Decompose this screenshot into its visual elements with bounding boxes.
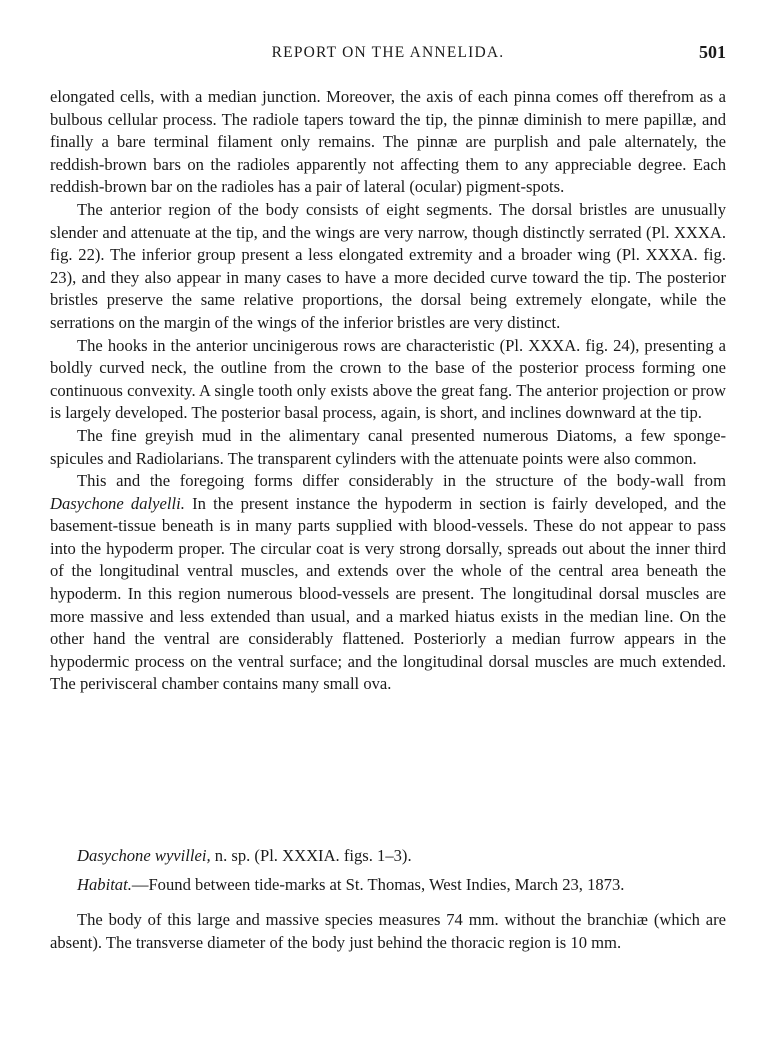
paragraph-continued: elongated cells, with a median junction. Moreover, the axis of each pinna comes off therefrom as a bulbous cellular process. The radiole tapers toward the tip, the pinnæ diminish to mere papillæ, and finally a bare terminal filament only remains. The pinnæ are purplish and pale alternately, the reddish-brown bars on the radioles apparently not affecting them to any appreciable degree. Each reddish-brown bar on the radioles has a pair of lateral (ocular) pigment-spots. [50,87,726,197]
species-title [50,845,726,868]
habitat-text: —Found between tide-marks at St. Thomas, West Indies, March 23, 1873. [131,874,625,894]
paragraph-body-wall [50,470,726,696]
paragraph-anterior-region: The anterior region of the body consists of eight segments. The dorsal bristles are unusually slender and attenuate at the tip, and the wings are very narrow, though distinctly serrated (Pl. XXXA. fig. 22). The inferior group present a less elongated extremity and a broader wing (Pl. XXXA. fig. 23), and they also appear in many cases to have a more decided curve toward the tip. The posterior bristles preserve the same relative proportions, the dorsal being extremely elongate, while the serrations on the margin of the wings of the inferior bristles are very distinct. [50,199,726,332]
paragraph-hooks: The hooks in the anterior uncinigerous rows are characteristic (Pl. XXXA. fig. 24), presenting a boldly curved neck, the outline from the crown to the base of the posterior process forming one continuous convexity. A single tooth only exists above the great fang. The anterior projection or prow is largely developed. The posterior basal process, again, is short, and inclines downward at the tip. [50,335,726,423]
species-heading-block [50,845,726,896]
habitat-label: Habitat. [77,874,132,894]
species-details: n. sp. (Pl. XXXIA. figs. 1–3). [210,846,412,865]
body-text [50,86,726,696]
page-number: 501 [699,42,726,62]
running-header [50,44,726,68]
header-title: REPORT ON THE ANNELIDA. [271,44,505,61]
final-block [50,909,726,954]
paragraph-mud: The fine greyish mud in the alimentary canal presented numerous Diatoms, a few sponge-spicules and Radiolarians. The transparent cylinders with the attenuate points were also common. [50,425,726,468]
species-reference: Dasychone dalyelli. [50,493,185,513]
paragraph-body-size: The body of this large and massive species measures 74 mm. without the branchiæ (which are absent). The transverse diameter of the body just behind the thoracic region is 10 mm. [50,910,726,952]
habitat-line [50,874,726,897]
species-name: Dasychone wyvillei, [77,846,211,865]
paragraph-body-wall-start: This and the foregoing forms differ considerably in the structure of the body-wall from [77,471,726,491]
paragraph-body-wall-end: In the present instance the hypoderm in section is fairly developed, and the basement-tissue beneath is in many parts supplied with blood-vessels. These do not appear to pass into the hypoderm proper. The circular coat is very strong dorsally, spreads out about the inner third of the longitudinal ventral muscles, and extends over the whole of the central area beneath the hypoderm. In this region numerous blood-vessels are present. The longitudinal dorsal muscles are more massive and less extended than usual, and a marked hiatus exists in the median line. On the other hand the ventral are considerably flattened. Posteriorly a median furrow appears in the hypodermic process on the ventral surface; and the longitudinal dorsal muscles are much extended. The perivisceral chamber contains many small ova. [50,493,726,694]
